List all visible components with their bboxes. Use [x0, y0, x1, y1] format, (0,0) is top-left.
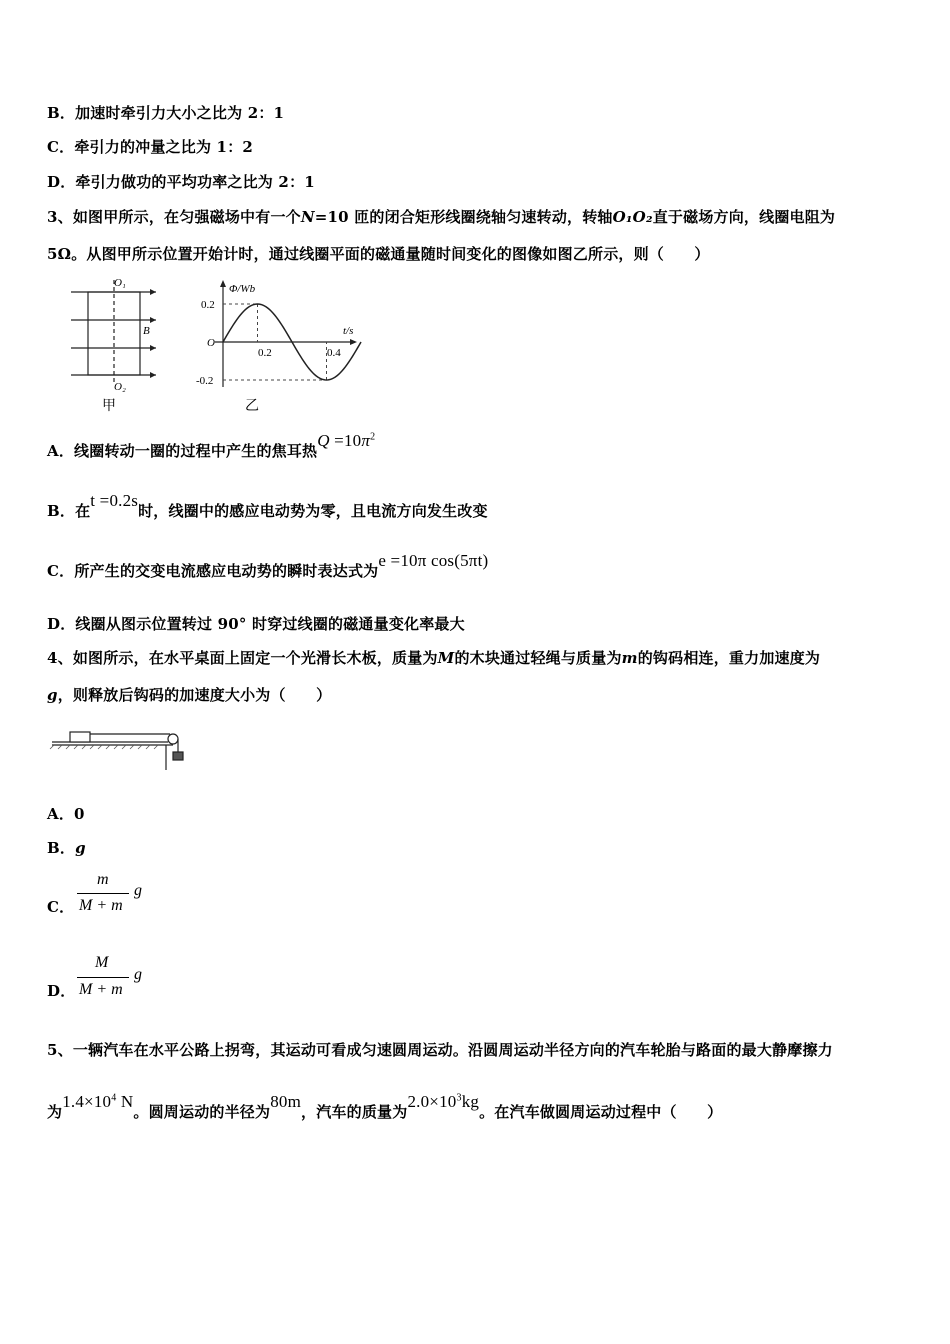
q5-stem-line2: 为$1.4\times 10^4$ N。圆周运动的半径为80m，汽车的质量为$2.0\times 10^3kg$。在汽车做圆周运动过程中（ ） [47, 1092, 723, 1121]
y-tick-pos: 0.2 [201, 299, 215, 311]
y-tick-neg: -0.2 [196, 375, 214, 387]
frac-d-g: g [134, 966, 142, 983]
q3-option-d: D．线圈从图示位置转过 90° 时穿过线圈的磁通量变化率最大 [47, 615, 465, 633]
q5-stem-line1: 5、一辆汽车在水平公路上拐弯，其运动可看成匀速圆周运动。沿圆周运动半径方向的汽车轮胎与路面的最大静摩擦力 [47, 1041, 833, 1059]
caption-yi: 乙 [245, 399, 259, 414]
label-b: B [143, 325, 150, 337]
frac-d-numerator: M [95, 954, 109, 971]
q2-option-c: C．牵引力的冲量之比为 1：2 [47, 138, 254, 156]
q3-figure-yi [195, 272, 365, 422]
q3-stem-line1: 3、如图甲所示，在匀强磁场中有一个N=10 匝的闭合矩形线圈绕轴匀速转动，转轴O₁O₂直于磁场方向，线圈电阻为 [47, 208, 836, 226]
label-o2: O₂ [114, 381, 126, 393]
q4-figure [48, 722, 188, 772]
q4-option-a: A．0 [47, 805, 85, 823]
q4-option-c-label: C． [47, 898, 75, 916]
frac-d-denominator: M + m [79, 981, 123, 998]
q4-stem-line1: 4、如图所示，在水平桌面上固定一个光滑长木板，质量为M的木块通过轻绳与质量为m的钩码相连，重力加速度为 [47, 649, 821, 667]
q3-stem-line2: 5Ω。从图甲所示位置开始计时，通过线圈平面的磁通量随时间变化的图像如图乙所示，则（ ） [47, 245, 710, 263]
origin-label: O [207, 337, 215, 349]
q4-option-d-label: D． [47, 982, 76, 1000]
frac-c-denominator: M + m [79, 897, 123, 914]
caption-jia: 甲 [102, 399, 116, 414]
x-axis-label: t/s [343, 325, 354, 337]
frac-c-numerator: m [97, 871, 109, 888]
q3-option-b: B．在t =0.2s时，线圈中的感应电动势为零，且电流方向发生改变 [47, 491, 488, 520]
label-o1: O₁ [114, 277, 126, 289]
q3-figure-jia [66, 272, 166, 422]
q4-option-b: B．g [47, 839, 86, 857]
frac-c-g: g [134, 882, 142, 899]
q2-option-b: B．加速时牵引力大小之比为 2：1 [47, 104, 285, 122]
q2-option-d: D．牵引力做功的平均功率之比为 2：1 [47, 173, 315, 191]
x-tick-2: 0.4 [327, 347, 341, 359]
q3-option-a: A．线圈转动一圈的过程中产生的焦耳热$Q =10\pi^2$ [47, 431, 376, 460]
q3-option-c: C．所产生的交变电流感应电动势的瞬时表达式为e =10π cos(5πt) [47, 551, 489, 580]
q4-stem-line2: g，则释放后钩码的加速度大小为（ ） [47, 686, 332, 704]
y-axis-label: Φ/Wb [229, 283, 256, 295]
x-tick-1: 0.2 [258, 347, 272, 359]
